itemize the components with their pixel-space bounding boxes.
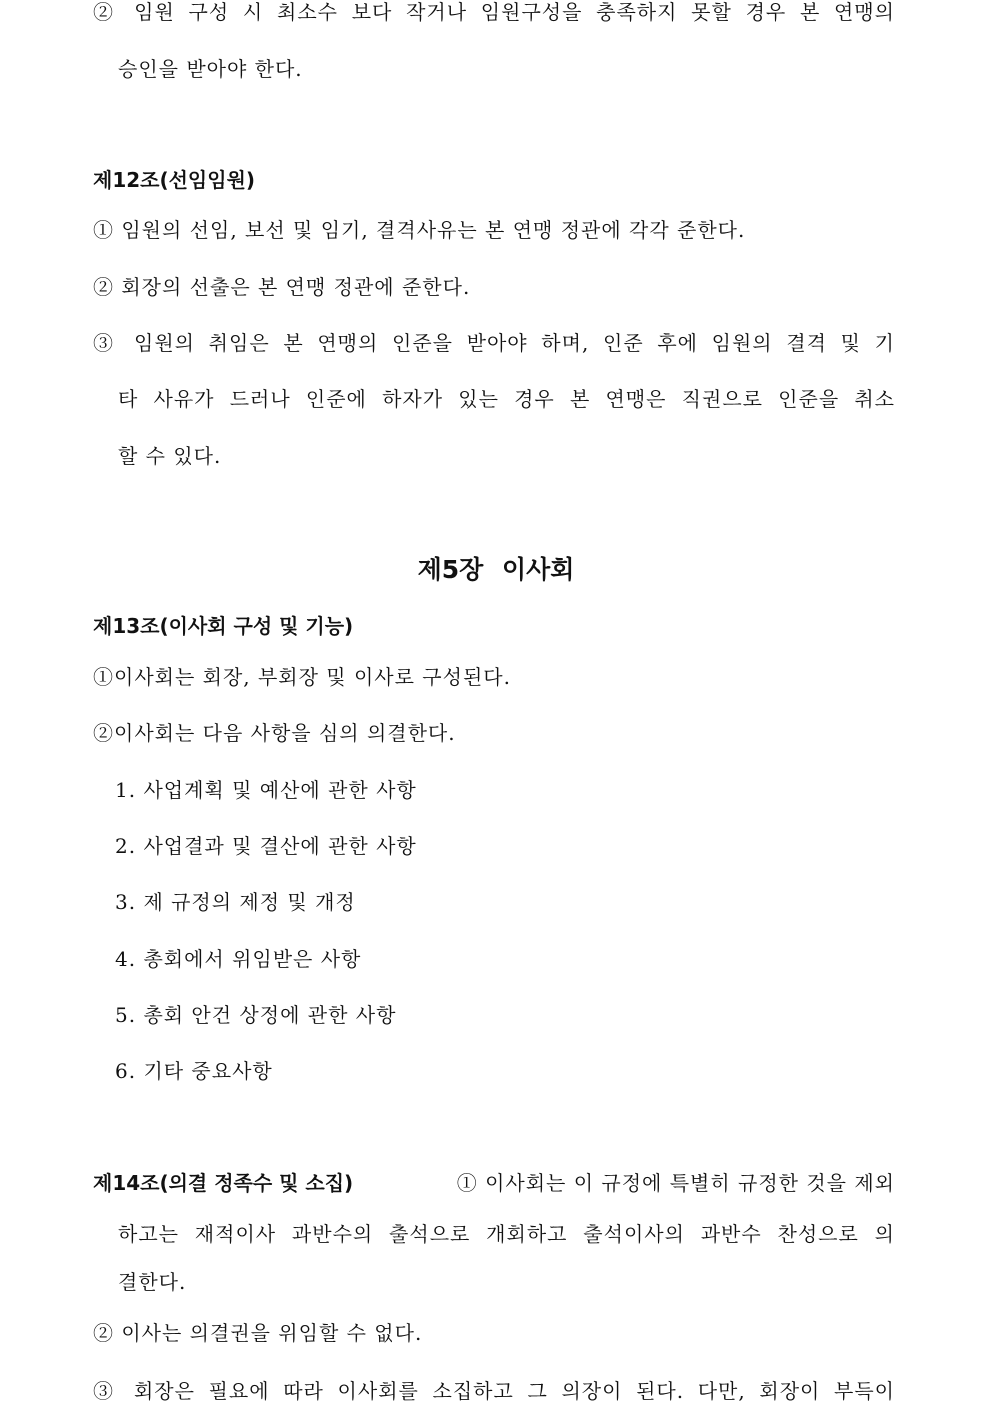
article-14-first-line — [93, 1169, 895, 1197]
article-14-paragraph-1-line-2: 하고는 재적이사 과반수의 출석으로 개회하고 출석이사의 과반수 찬성으로 의 — [118, 1222, 895, 1246]
list-item: 5. 총회 안건 상정에 관한 사항 — [115, 1003, 397, 1027]
article-14-paragraph-3-line-1: ③ 회장은 필요에 따라 이사회를 소집하고 그 의장이 된다. 다만, 회장이 부득이 — [93, 1379, 895, 1403]
article-12-paragraph-1: ① 임원의 선임, 보선 및 임기, 결격사유는 본 연맹 정관에 각각 준한다. — [93, 218, 746, 242]
article-14-paragraph-2: ② 이사는 의결권을 위임할 수 없다. — [93, 1321, 423, 1345]
article-12-paragraph-3-line-1: ③ 임원의 취임은 본 연맹의 인준을 받아야 하며, 인준 후에 임원의 결격 및 기 — [93, 331, 895, 355]
article-14-paragraph-1-line-1: ① 이사회는 이 규정에 특별히 규정한 것을 제외 — [456, 1171, 895, 1195]
article-12-paragraph-3-line-2: 타 사유가 드러나 인준에 하자가 있는 경우 본 연맹은 직권으로 인준을 취소 — [118, 387, 895, 411]
article-13-paragraph-1: ①이사회는 회장, 부회장 및 이사로 구성된다. — [93, 665, 511, 689]
list-item: 2. 사업결과 및 결산에 관한 사항 — [115, 834, 417, 858]
article-12-heading: 제12조(선임임원) — [93, 168, 256, 192]
article-13-heading: 제13조(이사회 구성 및 기능) — [93, 614, 354, 638]
article-14-heading: 제14조(의결 정족수 및 소집) — [93, 1171, 354, 1195]
article-13-paragraph-2: ②이사회는 다음 사항을 심의 의결한다. — [93, 721, 456, 745]
article-14-paragraph-1-line-3: 결한다. — [118, 1270, 187, 1294]
chapter-5-title: 제5장 이사회 — [417, 555, 575, 584]
article-11-paragraph-2-line-1: ② 임원 구성 시 최소수 보다 작거나 임원구성을 충족하지 못할 경우 본 연맹의 — [93, 0, 895, 24]
article-12-paragraph-2: ② 회장의 선출은 본 연맹 정관에 준한다. — [93, 275, 471, 299]
list-item: 6. 기타 중요사항 — [115, 1059, 273, 1083]
article-12-paragraph-3-line-3: 할 수 있다. — [118, 444, 222, 468]
list-item: 1. 사업계획 및 예산에 관한 사항 — [115, 778, 417, 802]
article-11-paragraph-2-line-2: 승인을 받아야 한다. — [118, 57, 303, 81]
list-item: 4. 총회에서 위임받은 사항 — [115, 947, 362, 971]
list-item: 3. 제 규정의 제정 및 개정 — [115, 890, 356, 914]
